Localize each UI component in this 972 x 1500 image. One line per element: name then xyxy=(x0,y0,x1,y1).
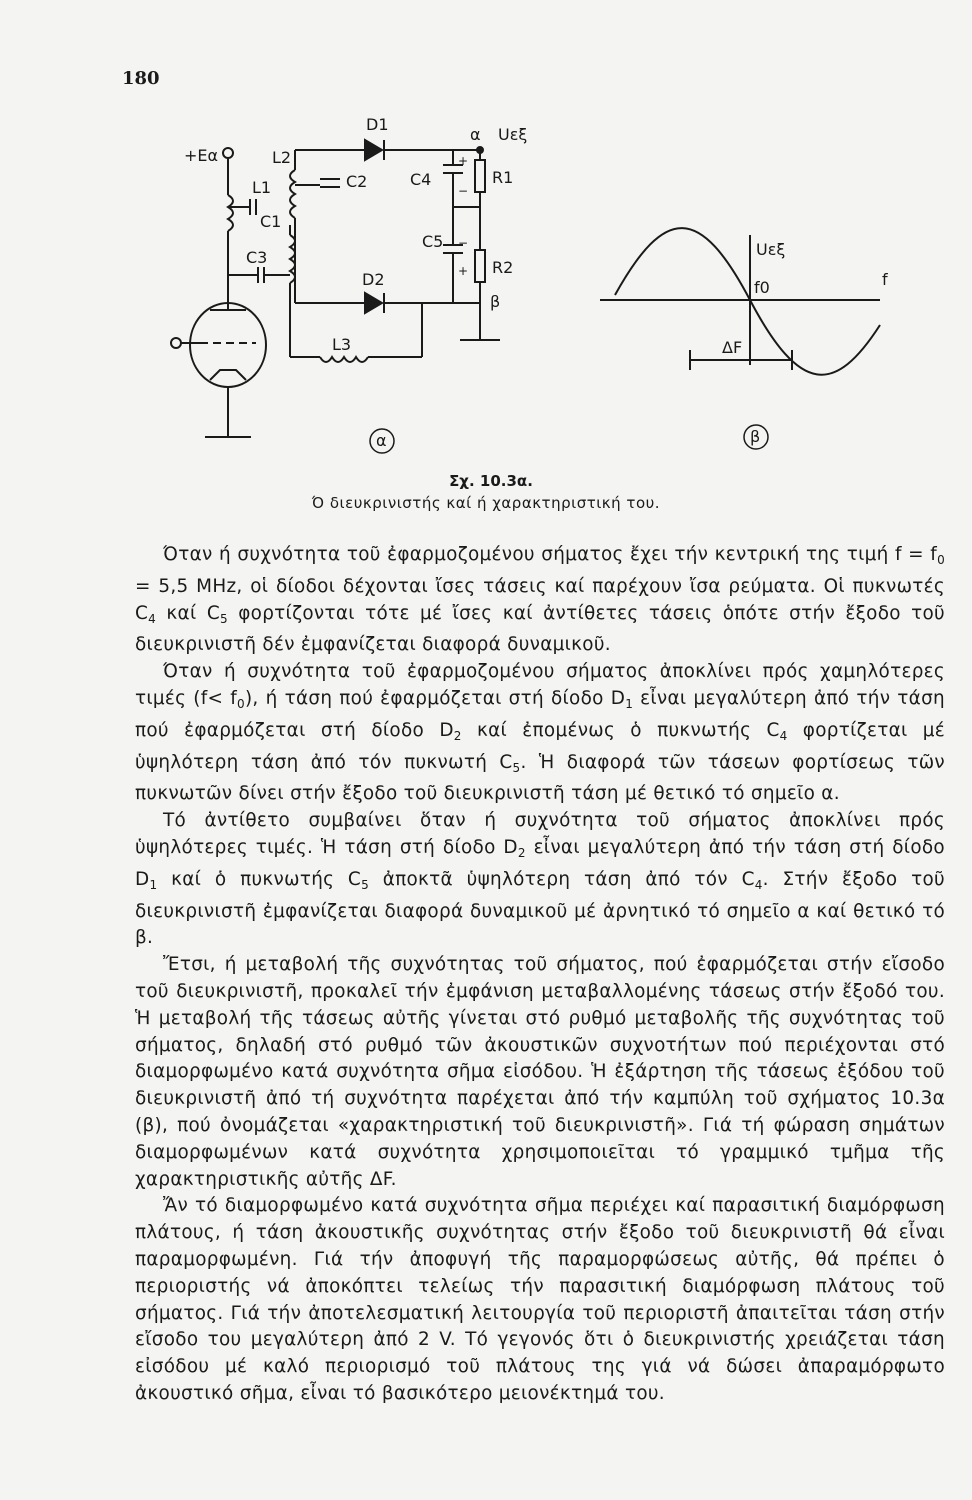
caption-number: Σχ. 10.3α. xyxy=(449,472,533,490)
resistor-r2 xyxy=(475,250,485,282)
input-terminal xyxy=(171,338,181,348)
caption-text: Ό διευκρινιστής καί ή χαρακτηριστική του. xyxy=(311,494,661,512)
diode-d2 xyxy=(365,293,382,313)
paragraph-1: Όταν ή συχνότητα τοῦ ἐφαρμοζομένου σήματος ἔχει τήν κεντρική της τιμή $f = f_0 = 5,5$ MHz, οἱ δίοδοι δέχονται ἴσες τάσεις καί παρέχουν ἴσα ρεύματα. Οἱ πυκνωτές $C_4$ καί $C_5$ φορτίζονται τότε μέ ἴσες καί ἀντίθετες τάσεις ὁπότε στήν ἔξοδο τοῦ διευκρινιστῆ δέν ἐμφανίζεται διαφορά δυναμικοῦ. xyxy=(135,544,945,656)
figure-caption xyxy=(0,470,972,514)
paragraph-2: Όταν ή συχνότητα τοῦ ἐφαρμοζομένου σήματος ἀποκλίνει πρός χαμηλότερες τιμές $(f< f_0)$, ή τάση πού ἐφαρμόζεται στή δίοδο $D_1$ εἶναι μεγαλύτερη ἀπό τήν τάση πού ἐφαρμόζεται στή δίοδο $D_2$ καί ἐπομένως ὁ πυκνωτής $C_4$ φορτίζεται μέ ὑψηλότερη τάση ἀπό τόν πυκνωτή $C_5$. Ἡ διαφορά τῶν τάσεων φορτίσεως τῶν πυκνωτῶν δίνει στήν ἔξοδο τοῦ διευκρινιστῆ τάση μέ θετικό τό σημεῖο α. xyxy=(135,661,945,805)
c2-label: C2 xyxy=(346,172,368,191)
c3-label: C3 xyxy=(246,248,268,267)
point-a-label: α xyxy=(470,125,481,144)
c5-minus-sign: − xyxy=(458,236,469,250)
paragraph-5: Ἄν τό διαμορφωμένο κατά συχνότητα σῆμα περιέχει καί παρασιτική διαμόρφωση πλάτους, ή τάση ἀκουστικῆς συχνότητας στήν ἔξοδο τοῦ διευκρινιστῆ θά εἶναι παραμορφωμένη. Γιά τήν ἀποφυγή τῆς παραμορφώσεως αὐτῆς, θά πρέπει ὁ περιοριστής νά ἀποκόπτει τελείως τήν παρασιτική διαμόρφωση πλάτους τοῦ σήματος. Γιά τήν ἀποτελεσματική λειτουργία τοῦ περιοριστῆ ἀπαιτεῖται τάση στήν εἴσοδο του μεγαλύτερη ἀπό 2 V. Τό γεγονός ὅτι ὁ διευκρινιστής χρειάζεται τάση εἰσόδου μέ καλό περιορισμό τοῦ πλάτους της γιά νά δώσει ἀπαραμόρφωτο ἀκουστικό σῆμα, εἶναι τό βασικότερο μειονέκτημά του. xyxy=(135,1195,945,1404)
paragraph-4: Ἔτσι, ή μεταβολή τῆς συχνότητας τοῦ σήματος, πού ἐφαρμόζεται στήν εἴσοδο τοῦ διευκρινιστῆ, προκαλεῖ τήν ἐμφάνιση μεταβαλλομένης τάσεως στήν ἔξοδό του. Ἡ μεταβολή τῆς τάσεως αὐτῆς γίνεται στό ρυθμό μεταβολῆς τῆς συχνότητας τοῦ σήματος, δηλαδή στό ρυθμό τῶν ἀκουστικῶν συχνοτήτων πού περιέχονται στό διαμορφωμένο κατά συχνότητα σῆμα εἰσόδου. Ἡ ἐξάρτηση τῆς τάσεως ἐξόδου τοῦ διευκρινιστῆ ἀπό τή συχνότητα παρέχεται ἀπό τήν καμπύλη τοῦ σχήματος 10.3α (β), πού ὀνομάζεται «χαρακτηριστική τοῦ διευκρινιστῆ». Γιά τή φώραση σημάτων διαμορφωμένων κατά συχνότητα χρησιμοποιεῖται τό γραμμικό τμῆμα τῆς χαρακτηριστικῆς αὐτῆς ΔF. xyxy=(135,954,945,1190)
supply-label: +Eα xyxy=(184,146,219,165)
inductor-l2 xyxy=(290,170,295,218)
curve-deltaf-label: ΔF xyxy=(722,338,743,357)
body-text xyxy=(135,542,945,1408)
resistor-r1 xyxy=(475,160,485,192)
c4-label: C4 xyxy=(410,170,432,189)
diode-d1 xyxy=(365,140,382,160)
figure-10-3a xyxy=(160,95,888,465)
supply-terminal xyxy=(223,148,233,158)
c4-minus-sign: − xyxy=(458,184,469,198)
s-curve xyxy=(615,228,880,375)
paragraph-3: Τό ἀντίθετο συμβαίνει ὅταν ή συχνότητα τοῦ σήματος ἀποκλίνει πρός ὑψηλότερες τιμές. Ἡ τάση στή δίοδο $D_2$ εἶναι μεγαλύτερη ἀπό τήν τάση στή δίοδο $D_1$ καί ὁ πυκνωτής $C_5$ ἀποκτᾶ ὑψηλότερη τάση ἀπό τόν $C_4$. Στήν ἔξοδο τοῦ διευκρινιστῆ ἐμφανίζεται διαφορά δυναμικοῦ μέ ἀρνητικό τό σημεῖο α καί θετικό τό β. xyxy=(135,810,945,949)
l3-label: L3 xyxy=(332,335,352,354)
c5-plus-sign: + xyxy=(458,264,469,278)
output-voltage-label: Uεξ xyxy=(498,125,528,144)
r2-label: R2 xyxy=(492,258,514,277)
circuit-diagram xyxy=(171,140,500,437)
c1-label: C1 xyxy=(260,212,282,231)
inductor-l1 xyxy=(228,195,233,231)
panel-label-b: β xyxy=(750,427,761,446)
curve-frequency-label: f xyxy=(882,270,888,289)
d2-label: D2 xyxy=(362,270,385,289)
c4-plus-sign: + xyxy=(458,154,469,168)
page-number: 180 xyxy=(122,68,160,89)
panel-label-a: α xyxy=(376,431,387,450)
curve-f0-label: f0 xyxy=(754,278,770,297)
inductor-l3 xyxy=(320,357,368,362)
l1-label: L1 xyxy=(252,178,272,197)
d1-label: D1 xyxy=(366,115,389,134)
vacuum-tube xyxy=(190,303,266,387)
l2-label: L2 xyxy=(272,148,292,167)
c5-label: C5 xyxy=(422,232,444,251)
r1-label: R1 xyxy=(492,168,514,187)
point-b-label: β xyxy=(490,292,501,311)
curve-voltage-label: Uεξ xyxy=(756,240,786,259)
